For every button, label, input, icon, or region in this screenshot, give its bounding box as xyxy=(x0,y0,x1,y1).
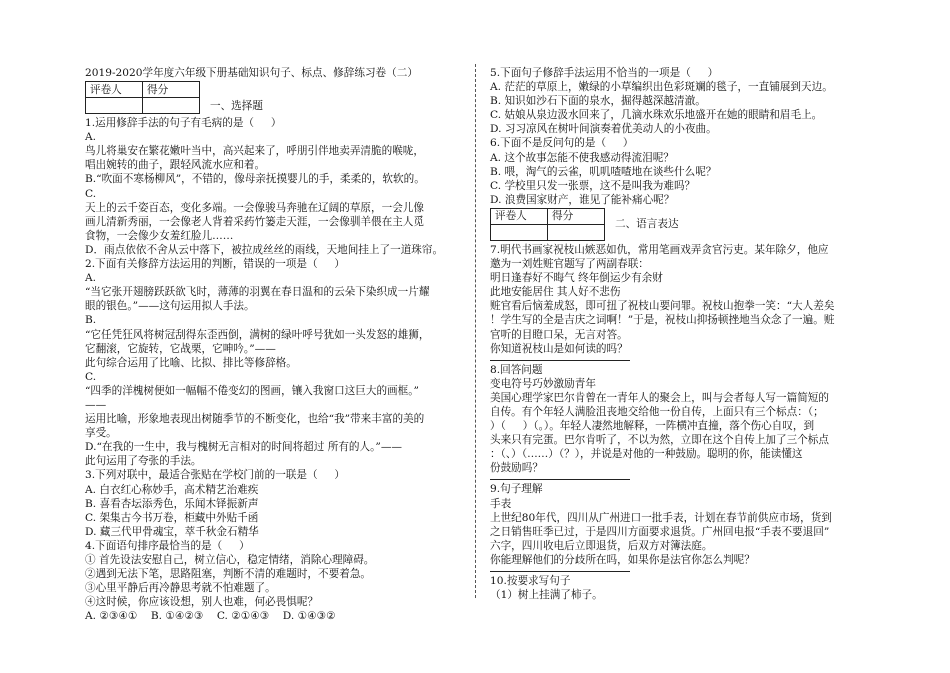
text-line: A. 茫茫的草原上，嫩绿的小草编织出色彩斑斓的毯子，一直铺展到天边。 xyxy=(490,81,833,94)
score-cell[interactable] xyxy=(548,224,605,240)
text-line: 份鼓励吗？ xyxy=(490,462,543,475)
text-line: ① 首先设法安慰自己，树立信心，稳定情绪，消除心理障碍。 xyxy=(85,554,375,566)
text-line: C. xyxy=(85,187,97,200)
text-line: 此句综合运用了比喻、比拟、排比等修辞格。 xyxy=(85,356,297,369)
text-line: 手表 xyxy=(490,497,512,510)
text-line: 它翻滚，它旋转，它战栗，它呻吟。”—— xyxy=(85,342,276,355)
text-line: 唱出婉转的曲子，跟轻风流水应和着。 xyxy=(85,159,266,172)
text-line: “四季的洋槐树便如一幅幅不倦变幻的图画，镶入我窗口这巨大的画框。” xyxy=(85,384,419,397)
score-label: 得分 xyxy=(548,208,605,224)
answer-line-7[interactable] xyxy=(490,356,630,361)
text-line: C. 姑娘从泉边汲水回来了，几滴水珠欢乐地盛开在她的眼睛和眉毛上。 xyxy=(490,109,823,122)
text-line: 4.下面语句排序最恰当的是（ ） xyxy=(85,539,250,552)
right-column xyxy=(490,66,872,602)
text-line: 上世纪80年代，四川从广州进口一批手表，计划在春节前供应市场，货到 xyxy=(490,511,832,524)
score-cell[interactable] xyxy=(143,98,200,114)
text-line: ！学生写的全是吉庆之词啊！”于是，祝枝山抑扬顿挫地当众念了一遍。赃 xyxy=(490,314,835,327)
text-line: ②遇到无法下笔，思路阻塞，判断不清的难题时，不要着急。 xyxy=(85,568,372,581)
text-line: 眼的银色。”——这句运用拟人手法。 xyxy=(85,300,255,313)
score-table xyxy=(490,208,605,241)
text-line: ：（、）（……）（？），并说是对他的一种鼓励。聪明的你，能读懂这 xyxy=(490,448,803,461)
score-box-1 xyxy=(85,81,461,114)
text-line: B.“吹面不寒杨柳风”，不错的，像母亲抚摸婴儿的手，柔柔的，软软的。 xyxy=(85,173,425,186)
right-lines-d xyxy=(490,482,872,567)
text-line: ③心里平静后再冷静思考就不怕难题了。 xyxy=(85,582,276,595)
text-line: （1）树上挂满了柿子。 xyxy=(490,589,603,602)
text-line: 5.下面句子修辞手法运用不恰当的一项是（ ） xyxy=(490,67,719,79)
text-line: B. xyxy=(85,314,97,327)
text-line: 此地安能居住 其人好不悲伤 xyxy=(490,286,621,299)
section-heading-2: 二、语言表达 xyxy=(615,217,679,230)
score-table xyxy=(85,81,200,114)
exam-title: 2019-2020学年度六年级下册基础知识句子、标点、修辞练习卷（二） xyxy=(85,67,418,79)
text-line: —— xyxy=(85,398,107,411)
grader-cell[interactable] xyxy=(491,224,548,240)
text-line: 你知道祝枝山是如何读的吗？ xyxy=(490,342,628,355)
text-line: D. 习习凉风在树叶间演奏着优美动人的小夜曲。 xyxy=(490,123,717,136)
text-line: C. 学校里只发一张票，这不是叫我为难吗？ xyxy=(490,179,696,192)
right-lines-e xyxy=(490,574,872,602)
grader-label: 评卷人 xyxy=(86,82,143,98)
text-line: 享受。 xyxy=(85,427,117,440)
section-heading-1: 一、选择题 xyxy=(210,100,263,113)
text-line: A. ②③④① B. ①④②③ C. ②①④③ D. ①④③② xyxy=(85,610,336,623)
right-lines-c xyxy=(490,363,872,476)
text-line: 官听的目瞪口呆，无言对答。 xyxy=(490,328,628,341)
text-line: C. xyxy=(85,370,97,383)
right-lines-a xyxy=(490,66,872,207)
text-line: D．雨点依依不舍从云中落下，被拉成丝丝的雨线，天地间挂上了一道珠帘。 xyxy=(85,243,444,256)
text-line: D.“在我的一生中，我与槐树无言相对的时间将超过 所有的人。”—— xyxy=(85,441,403,454)
text-line: 8.回答问题 xyxy=(490,363,543,376)
text-line: D. 藏三代甲骨魂宝，萃千秋金石精华 xyxy=(85,525,259,538)
text-line: 7.明代书画家祝枝山嫉恶如仇，常用笔画戏弄贪官污吏。某年除夕，他应 xyxy=(490,243,829,256)
grader-label: 评卷人 xyxy=(491,208,548,224)
text-line: A. 白衣红心称妙手，高术精艺治难疾 xyxy=(85,483,259,496)
grader-cell[interactable] xyxy=(86,98,143,114)
text-line: 变电符号巧妙激励青年 xyxy=(490,377,596,390)
text-line: 你能理解他们的分歧所在吗，如果你是法官你怎么判呢？ xyxy=(490,553,755,566)
text-line: 食物，一会像少女羞红脸儿…… xyxy=(85,229,234,242)
text-line: 画儿清新秀丽，一会像老人背着采药竹篓走天涯，一会像驯羊偎在主人觅 xyxy=(85,215,424,228)
text-line: 美国心理学家巴尔肯曾在一青年人的聚会上，叫与会者每人写一篇简短的 xyxy=(490,391,829,404)
text-line: 10.按要求写句子 xyxy=(490,575,571,587)
right-lines-b xyxy=(490,243,872,356)
text-line: 六字，四川收电后立即退货，后双方对簿法庭。 xyxy=(490,539,713,552)
left-lines xyxy=(85,116,461,623)
text-line: 3.下列对联中，最适合张贴在学校门前的一联是（ ） xyxy=(85,469,346,482)
text-line: 之日销售旺季已过，于是四川方面要求退货。广州回电报“手表不要退回” xyxy=(490,525,830,538)
text-line: 2.下面有关修辞方法运用的判断，错误的一项是（ ） xyxy=(85,258,346,271)
text-line: 头来只有完蛋。巴尔肯听了，不以为然，立即在这个自传上加了三个标点 xyxy=(490,434,829,447)
text-line: ）（ ）（。）。年轻人凄然地解释，一阵横冲直撞，落个伤心自叹，到 xyxy=(490,420,815,433)
score-box-2 xyxy=(490,208,872,241)
text-line: 明日逢春好不晦气 终年倒运少有余财 xyxy=(490,272,663,285)
text-line: A. 这个故事怎能不使我感动得流泪呢？ xyxy=(490,151,674,164)
text-line: B. 喜看杏坛添秀色，乐闻木铎振新声 xyxy=(85,497,259,510)
text-line: 运用比喻，形象地表现出树随季节的不断变化，也给“我”带来丰富的美的 xyxy=(85,413,425,426)
text-line: 6.下面不是反问句的是（ ） xyxy=(490,137,634,150)
text-line: B. 喂，淘气的云雀，叽叽喳喳地在谈些什么呢？ xyxy=(490,165,717,178)
score-label: 得分 xyxy=(143,82,200,98)
text-line: 鸟儿将巢安在繁花嫩叶当中，高兴起来了，呼朋引伴地卖弄清脆的喉咙， xyxy=(85,145,424,158)
text-line: 自传。有个年轻人满脸沮丧地交给他一份自传，上面只有三个标点：（； xyxy=(490,405,824,418)
text-line: 此句运用了夸张的手法。 xyxy=(85,455,202,468)
text-line: 邀为一刘姓赃官题写了两副春联： xyxy=(490,258,649,271)
text-line: D. 浪费国家财产，谁见了能补痛心呢？ xyxy=(490,193,675,206)
text-line: “它任凭狂风将树冠刮得东歪西倒，满树的绿叶呼号犹如一头发怒的雄狮， xyxy=(85,328,430,341)
text-line: A. xyxy=(85,131,97,144)
text-line: A. xyxy=(85,272,97,285)
text-line: B. 知识如沙石下面的泉水，掘得越深越清澈。 xyxy=(490,95,706,108)
text-line: 9.句子理解 xyxy=(490,483,543,496)
text-line: 1.运用修辞手法的句子有毛病的是（ ） xyxy=(85,117,282,130)
answer-line-9[interactable] xyxy=(490,567,630,572)
text-line: 天上的云千姿百态，变化多端。一会像骏马奔驰在辽阔的草原，一会儿像 xyxy=(85,201,424,214)
text-line: “当它张开翅膀跃跃欲飞时，薄薄的羽翼在春日温和的云朵下染织成一片耀 xyxy=(85,286,430,299)
text-line: ④这时候，你应该设想，别人也难，何必畏惧呢？ xyxy=(85,596,319,609)
answer-line-8[interactable] xyxy=(490,475,630,480)
text-line: C. 架集古今书万卷，柜藏中外贴千函 xyxy=(85,511,259,524)
text-line: 赃官看后恼羞成怒，即可扭了祝枝山要问罪。祝枝山抱拳一笑：“大人差矣 xyxy=(490,300,835,313)
column-divider xyxy=(475,64,476,598)
left-column xyxy=(85,66,461,623)
